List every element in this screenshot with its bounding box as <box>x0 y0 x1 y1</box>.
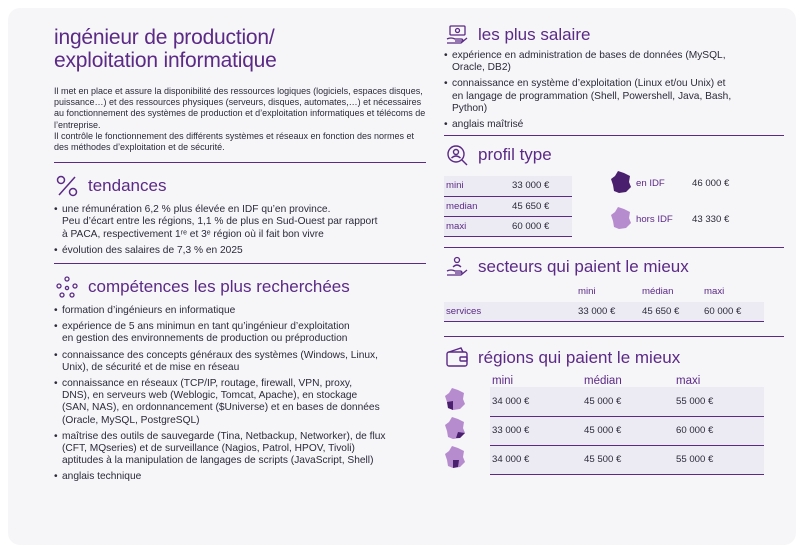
job-title <box>54 26 426 72</box>
france-map-idf-icon <box>610 166 632 201</box>
list-item-line: • connaissance en réseaux (TCP/IP, routage, firewall, VPN, proxy, <box>62 378 353 390</box>
left-column <box>54 26 426 488</box>
region-mini: 34 000 € <box>490 445 582 474</box>
page <box>8 8 796 545</box>
region-median: 45 500 € <box>582 445 674 474</box>
list-item <box>444 78 784 115</box>
list-item-line: • anglais maîtrisé <box>452 119 524 131</box>
region-maxi: 60 000 € <box>674 416 764 445</box>
region-mini: 34 000 € <box>490 387 582 416</box>
plus-salaire-title: les plus salaire <box>478 25 591 44</box>
list-item <box>444 119 784 131</box>
list-item <box>54 321 426 345</box>
region-maxi: 55 000 € <box>674 445 764 474</box>
list-item-line: (Oracle, MySQL, PostgreSQL) <box>62 414 200 426</box>
right-column <box>444 22 784 475</box>
divider <box>444 247 784 248</box>
secteur-label: services <box>444 302 576 322</box>
table-row <box>444 216 572 236</box>
column-header: maxi <box>676 375 701 388</box>
column-header: mini <box>492 375 514 388</box>
divider <box>444 135 784 136</box>
secteurs-header <box>444 254 784 280</box>
hors-idf-value: 43 330 € <box>692 213 730 225</box>
list-item-line: Unix), de sécurité et de mise en réseau <box>62 361 240 373</box>
table-row <box>444 196 572 216</box>
secteur-mini: 33 000 € <box>576 302 640 322</box>
empty-header <box>444 282 576 302</box>
column-header: médian <box>642 286 674 298</box>
region-maxi: 55 000 € <box>674 387 764 416</box>
idf-table <box>610 166 729 237</box>
list-item-line: • évolution des salaires de 7,3 % en 2025 <box>62 244 243 256</box>
list-item-line: • formation d’ingénieurs en informatique <box>62 305 236 317</box>
job-title-line-2: exploitation informatique <box>54 49 277 72</box>
table-row <box>444 445 764 474</box>
list-item-line: Peu d’écart entre les régions, 1,1 % de plus en Sud-Ouest par rapport <box>62 216 378 228</box>
list-item-line: (CFT, MQseries) et de surveillance (Nagios, Patrol, HPOV, Tivoli) <box>62 443 355 455</box>
list-item <box>54 305 426 317</box>
profil-title: profil type <box>478 145 552 165</box>
profile-search-icon <box>444 142 470 168</box>
secteur-maxi: 60 000 € <box>702 302 764 322</box>
plus-salaire-list <box>444 50 784 131</box>
divider <box>54 263 426 264</box>
divider <box>54 162 426 163</box>
region-map-icon <box>444 416 490 445</box>
regions-title: régions qui paient le mieux <box>478 348 681 368</box>
list-item-line: • expérience de 5 ans minimun en tant qu’ingénieur d’exploitation <box>62 321 350 333</box>
regions-table <box>444 375 764 475</box>
profil-value: 60 000 € <box>510 216 572 236</box>
list-item-line: • maîtrise des outils de sauvegarde (Tina, Netbackup, Networker), de flux <box>62 430 386 442</box>
list-item-line: à PACA, respectivement 1ʳᵉ et 3ᵉ région où il fait bon vivre <box>62 228 324 240</box>
money-hand-icon <box>444 22 470 48</box>
profil-label: mini <box>444 176 510 196</box>
profil-value: 33 000 € <box>510 176 572 196</box>
people-network-icon <box>54 274 80 300</box>
regions-header <box>444 345 784 371</box>
idf-value: 46 000 € <box>692 178 730 190</box>
list-item-line: • expérience en administration de bases de données (MySQL, <box>452 50 726 61</box>
region-mini: 33 000 € <box>490 416 582 445</box>
hand-person-icon <box>444 254 470 280</box>
table-row <box>444 387 764 416</box>
list-item-line: Oracle, DB2) <box>452 62 511 74</box>
france-map-hors-idf-icon <box>610 201 632 236</box>
list-item-line: • anglais technique <box>62 471 142 483</box>
region-map-icon <box>444 387 490 416</box>
intro-paragraph-2: Il contrôle le fonctionnement des différents systèmes et réseaux en fonction des normes et des méthodes d’exploitation et de sécurité. <box>54 130 415 153</box>
competences-list <box>54 305 426 484</box>
wallet-icon <box>444 345 470 371</box>
table-row <box>444 416 764 445</box>
profil-value: 45 650 € <box>510 196 572 216</box>
competences-title: compétences les plus recherchées <box>88 277 350 297</box>
list-item <box>54 471 426 483</box>
profil-body <box>444 176 784 237</box>
list-item-line: • connaissance en système d’exploitation (Linux et/ou Unix) et <box>452 78 726 90</box>
list-item <box>54 431 426 468</box>
hors-idf-label: hors IDF <box>636 213 673 225</box>
tendances-header <box>54 173 426 199</box>
region-median: 45 000 € <box>582 416 674 445</box>
idf-label: en IDF <box>636 178 665 190</box>
list-item-line: Python) <box>452 102 488 114</box>
job-title-line-1: ingénieur de production/ <box>54 26 275 49</box>
list-item-line: (SAN, NAS), en ordonnancement ($Universe) et en bases de données <box>62 402 380 414</box>
secteur-median: 45 650 € <box>640 302 702 322</box>
intro-paragraph-1: Il met en place et assure la disponibilité des ressources logiques (logiciels, espaces disques, puissance…) et des ressources physiques (serveurs, disques, automates,…) et nécessaires au fonctionnement des systèmes de production et d’exploitation informatiques et télécoms de l’entreprise. <box>54 86 426 130</box>
table-header-row <box>444 282 764 302</box>
list-item-line: en gestion des environnements de production ou préproduction <box>62 333 348 345</box>
list-item-line: DNS), en serveurs web (Weblogic, Tomcat, Apache), en stockage <box>62 390 358 402</box>
list-item <box>444 50 784 74</box>
region-map-icon <box>444 445 490 474</box>
list-item <box>54 204 426 241</box>
list-item <box>54 245 426 257</box>
table-row <box>444 302 764 322</box>
profil-header <box>444 142 784 168</box>
tendances-list <box>54 204 426 257</box>
secteurs-title: secteurs qui paient le mieux <box>478 256 689 276</box>
profil-table <box>444 176 572 237</box>
list-item <box>54 350 426 374</box>
empty-header <box>444 375 490 387</box>
list-item-line: aptitudes à la manipulation de langages de scripts (JavaScript, Shell) <box>62 455 374 467</box>
table-header-row <box>444 375 764 387</box>
table-row <box>610 201 729 236</box>
tendances-title: tendances <box>88 176 167 196</box>
intro-text <box>54 86 426 153</box>
region-median: 45 000 € <box>582 387 674 416</box>
list-item <box>54 378 426 427</box>
column-header: médian <box>584 375 622 388</box>
profil-label: median <box>444 196 510 216</box>
column-header: mini <box>578 286 596 298</box>
competences-header <box>54 274 426 300</box>
list-item-line: • une rémunération 6,2 % plus élevée en IDF qu’en province. <box>62 204 331 216</box>
secteurs-table <box>444 282 764 323</box>
divider <box>444 336 784 337</box>
profil-label: maxi <box>444 216 510 236</box>
table-row <box>444 176 572 196</box>
column-header: maxi <box>704 286 725 298</box>
percent-icon <box>54 173 80 199</box>
plus-salaire-header <box>444 22 784 48</box>
list-item-line: en langage de programmation (Shell, Powershell, Java, Bash, <box>452 90 732 102</box>
table-row <box>610 166 729 201</box>
list-item-line: • connaissance des concepts généraux des systèmes (Windows, Linux, <box>62 349 378 361</box>
